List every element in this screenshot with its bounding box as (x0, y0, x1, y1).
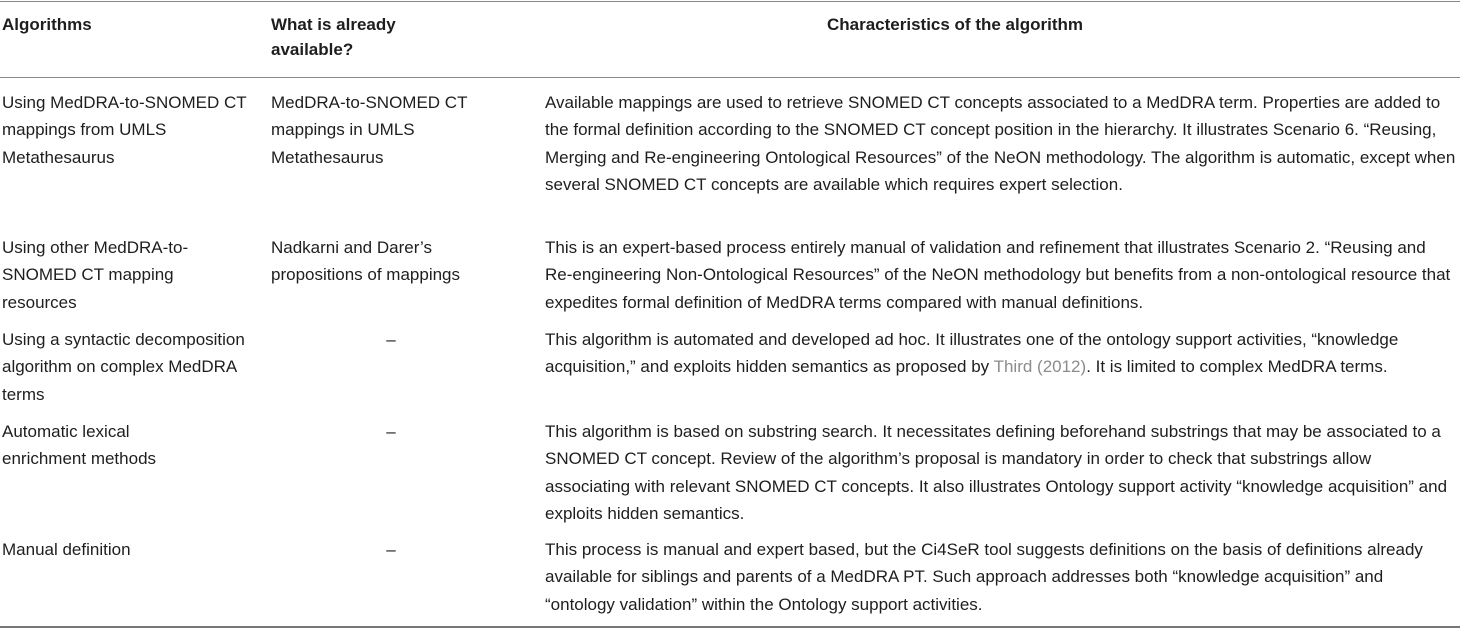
header-rule (0, 77, 1460, 78)
row1-characteristics: Available mappings are used to retrieve SNOMED CT concepts associated to a MedDRA term. Properties are added to the formal definition according to the SNOMED CT concept position in the hierarchy. It illustrates Scenario 6. “Reusing, Merging and Re-engineering Ontological Resources” of the NeON methodology. The algorithm is automatic, except when several SNOMED CT concepts are available which requires expert selection. (545, 93, 1456, 194)
row2-available: Nadkarni and Darer’s propositions of mappings (271, 238, 461, 285)
table-top-rule (0, 1, 1460, 2)
row2-algorithm: Using other MedDRA-to-SNOMED CT mapping resources (2, 238, 189, 312)
header-available: What is already available? (271, 15, 396, 59)
row3-algorithm: Using a syntactic decomposition algorithm on complex MedDRA terms (2, 330, 245, 404)
row4-characteristics: This algorithm is based on substring search. It necessitates defining beforehand substrings that may be associated to a SNOMED CT concept. Review of the algorithm’s proposal is mandatory in order to check that substrings allow associating with relevant SNOMED CT concepts. It also illustrates Ontology support activity “knowledge acquisition” and exploits hidden semantics. (545, 422, 1448, 523)
row2-characteristics: This is an expert-based process entirely manual of validation and refinement that illustrates Scenario 2. “Reusing and Re-engineering Non-Ontological Resources” of the NeON methodology but benefits from a non-ontological resource that expedites formal definition of MedDRA terms compared with manual definitions. (545, 238, 1451, 312)
row5-available: – (386, 540, 396, 559)
row3-characteristics-text-end: . It is limited to complex MedDRA terms. (1086, 357, 1388, 377)
row5-characteristics: This process is manual and expert based, but the Ci4SeR tool suggests definitions on the basis of definitions already available for siblings and parents of a MedDRA PT. Such approach addresses both “knowledge acquisition” and “ontology validation” within the Ontology support activities. (545, 540, 1423, 614)
row1-algorithm: Using MedDRA-to-SNOMED CT mappings from UMLS Metathesaurus (2, 93, 247, 167)
row3-characteristics (545, 326, 1457, 381)
row3-available: – (386, 330, 396, 349)
row1-available: MedDRA-to-SNOMED CT mappings in UMLS Metathesaurus (271, 93, 468, 167)
table-bottom-rule (0, 626, 1460, 628)
citation-link[interactable]: Third (2012) (993, 357, 1087, 377)
header-algorithms: Algorithms (2, 15, 92, 34)
row3-characteristics-text-start: This algorithm is automated and developed ad hoc. It illustrates one of the ontology support activities, “knowledge acquisition,” and exploits hidden semantics as proposed by (545, 330, 1399, 377)
row5-algorithm: Manual definition (2, 540, 131, 559)
row4-algorithm: Automatic lexical enrichment methods (2, 422, 157, 469)
row4-available: – (386, 422, 396, 441)
header-characteristics: Characteristics of the algorithm (826, 15, 1083, 34)
